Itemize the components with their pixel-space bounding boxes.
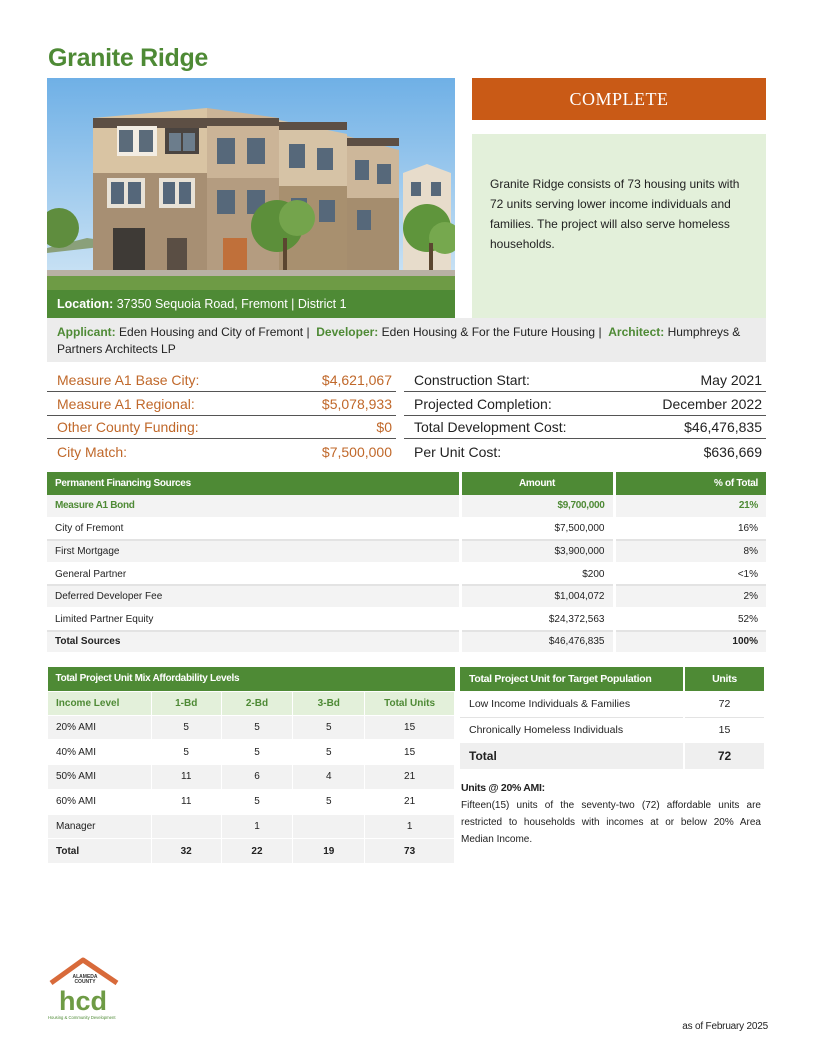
table-cell: 22 [221,839,293,864]
project-parties [47,318,766,362]
fact-value: December 2022 [662,396,762,412]
table-header-row [47,472,766,495]
table-row [47,518,766,541]
funding-row [47,369,396,392]
table-cell: 5 [151,715,221,740]
table-cell: Total [460,743,684,769]
table-cell: 72 [684,691,764,717]
logo-bottom-text: COUNTY [74,979,96,985]
location-address: 37350 Sequoia Road, Fremont [116,297,288,311]
table-total-row [48,839,455,864]
table-row [47,585,766,608]
table-cell: 6 [221,765,293,790]
table-cell: 1 [221,814,293,839]
table-cell [151,814,221,839]
table-row [48,789,455,814]
location-district: District 1 [297,297,347,311]
fact-value: $636,669 [703,444,762,460]
column-header: % of Total [614,472,766,495]
table-header-row [460,667,764,691]
logo-top-text: ALAMEDA [72,974,98,980]
financing-pct: 52% [614,608,766,631]
financing-pct: 2% [614,585,766,608]
table-cell: 50% AMI [48,765,152,790]
column-header: 2-Bd [221,691,293,715]
location-label: Location: [57,297,114,311]
table-cell: 21 [365,789,455,814]
financing-pct: 16% [614,518,766,541]
table-cell: 11 [151,765,221,790]
financing-table [47,472,766,654]
funding-label: Measure A1 Base City: [57,372,200,388]
page-title: Granite Ridge [48,44,209,72]
column-header: 1-Bd [151,691,221,715]
table-cell: Manager [48,814,152,839]
fact-label: Total Development Cost: [414,419,567,435]
table-cell: 5 [221,789,293,814]
table-cell: 72 [684,743,764,769]
table-cell: 60% AMI [48,789,152,814]
column-header: Units [684,667,764,691]
table-cell: 5 [293,789,365,814]
financing-source: City of Fremont [47,518,460,541]
table-row [48,715,455,740]
column-header: Income Level [48,691,152,715]
table-total-row [460,743,764,769]
table-cell: Chronically Homeless Individuals [460,717,684,743]
funding-value: $7,500,000 [321,444,392,460]
funding-label: City Match: [57,444,128,460]
table-total-row [47,631,766,654]
funding-row [47,416,396,439]
funding-row [47,441,396,464]
financing-amount: $7,500,000 [460,518,614,541]
architect-value: Humphreys & Partners Architects LP [57,325,741,356]
financing-source: First Mortgage [47,540,460,563]
developer-label: Developer: [316,325,379,339]
funding-row [47,393,396,416]
project-description: Granite Ridge consists of 73 housing units with 72 units serving lower income individuals and families. The project will also serve homeless households. [472,134,766,318]
table-row [47,608,766,631]
architect-label: Architect: [608,325,665,339]
table-cell: Total [48,839,152,864]
financing-amount: $46,476,835 [460,631,614,654]
location-bar [47,290,455,318]
funding-value: $5,078,933 [321,396,392,412]
location-separator: | [291,297,295,311]
financing-pct: 8% [614,540,766,563]
table-row [48,765,455,790]
logo-tagline: Housing & Community Development [48,1015,116,1020]
funding-label: Other County Funding: [57,419,199,435]
table-cell: 5 [151,740,221,765]
financing-source: Total Sources [47,631,460,654]
ami-note-text: Fifteen(15) units of the seventy-two (72) affordable units are restricted to households with incomes at or below 20% Area Median Income. [461,800,761,845]
column-header: Total Units [365,691,455,715]
financing-source: Limited Partner Equity [47,608,460,631]
table-cell: 15 [684,717,764,743]
logo-mark-text: hcd [58,986,108,1016]
developer-value: Eden Housing & For the Future Housing [381,325,596,339]
table-cell: 11 [151,789,221,814]
column-header: Permanent Financing Sources [47,472,460,495]
fact-value: $46,476,835 [684,419,762,435]
parties-separator: | [306,325,310,339]
as-of-date: as of February 2025 [682,1021,768,1032]
table-row [460,717,764,743]
table-row [47,563,766,586]
project-photo [47,78,455,290]
column-header: Total Project Unit for Target Population [460,667,684,691]
table-cell: 73 [365,839,455,864]
fact-label: Per Unit Cost: [414,444,502,460]
status-badge: COMPLETE [472,78,766,120]
table-cell: 32 [151,839,221,864]
financing-amount: $200 [460,563,614,586]
financing-pct: 100% [614,631,766,654]
funding-value: $4,621,067 [321,372,392,388]
table-cell: 19 [293,839,365,864]
table-cell: 40% AMI [48,740,152,765]
financing-amount: $9,700,000 [460,495,614,518]
fact-label: Projected Completion: [414,396,552,412]
financing-amount: $1,004,072 [460,585,614,608]
table-cell: 15 [365,740,455,765]
table-row [47,540,766,563]
table-cell: 15 [365,715,455,740]
financing-pct: 21% [614,495,766,518]
financing-source: General Partner [47,563,460,586]
table-cell: 1 [365,814,455,839]
table-cell [293,814,365,839]
table-header-row [48,691,455,715]
table-title: Total Project Unit Mix Affordability Levels [48,667,455,691]
fact-label: Construction Start: [414,372,530,388]
column-header: 3-Bd [293,691,365,715]
table-row [460,691,764,717]
applicant-label: Applicant: [57,325,116,339]
financing-pct: <1% [614,563,766,586]
table-cell: 5 [293,715,365,740]
table-cell: 4 [293,765,365,790]
table-cell: 21 [365,765,455,790]
table-row [48,814,455,839]
financing-amount: $3,900,000 [460,540,614,563]
fact-row [404,441,766,464]
table-cell: 20% AMI [48,715,152,740]
column-header: Amount [460,472,614,495]
fact-value: May 2021 [700,372,762,388]
fact-row [404,369,766,392]
financing-amount: $24,372,563 [460,608,614,631]
parties-separator: | [598,325,602,339]
hcd-logo [47,956,123,1022]
table-row [48,740,455,765]
table-cell: 5 [221,715,293,740]
target-population-table [460,667,764,769]
table-cell: 5 [293,740,365,765]
fact-row [404,416,766,439]
financing-source: Measure A1 Bond [47,495,460,518]
ami-note-title: Units @ 20% AMI: [461,782,545,794]
financing-source: Deferred Developer Fee [47,585,460,608]
fact-row [404,393,766,416]
funding-value: $0 [376,419,392,435]
table-cell: 5 [221,740,293,765]
applicant-value: Eden Housing and City of Fremont [119,325,304,339]
table-row [47,495,766,518]
funding-label: Measure A1 Regional: [57,396,195,412]
table-cell: Low Income Individuals & Families [460,691,684,717]
unit-mix-table [47,667,455,864]
